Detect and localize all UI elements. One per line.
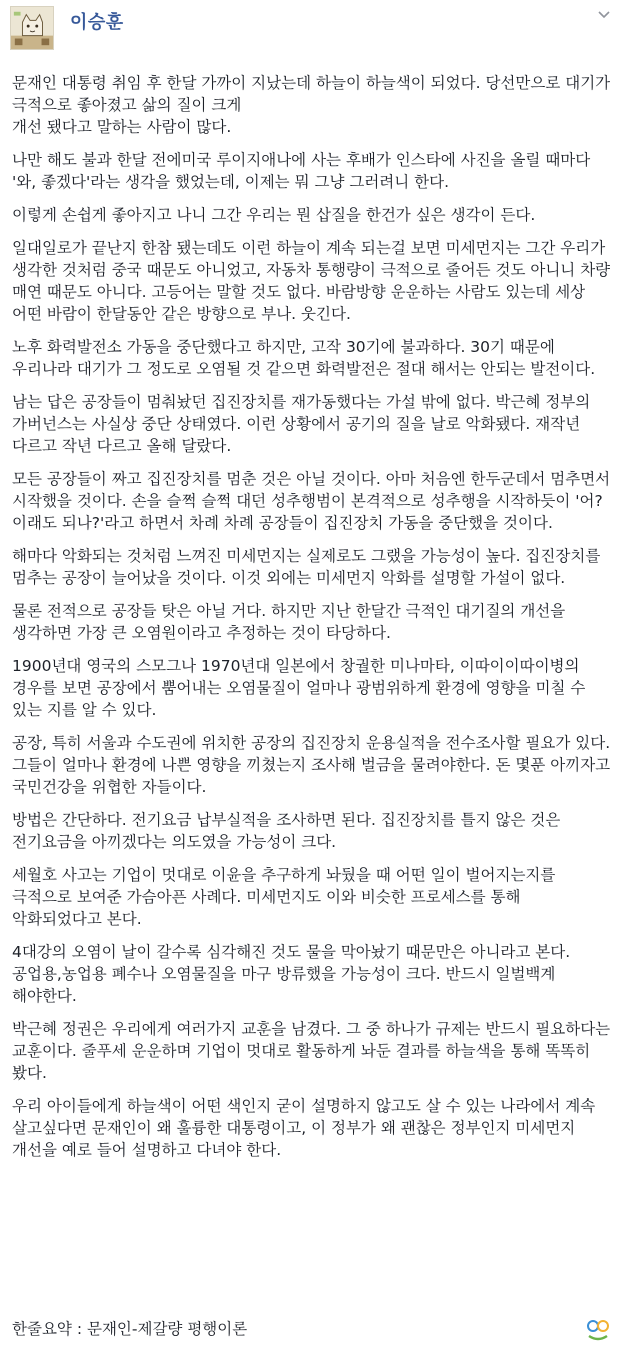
chevron-down-icon bbox=[597, 7, 611, 21]
post-body bbox=[12, 72, 612, 1172]
post-paragraph: 4대강의 오염이 날이 갈수록 심각해진 것도 물을 막아놨기 때문만은 아니라고 본다. 공업용,농업용 폐수나 오염물질을 마구 방류했을 가능성이 크다. 반드시 일벌백계 해야한다. bbox=[12, 943, 571, 1005]
post-paragraph: 우리 아이들에게 하늘색이 어떤 색인지 굳이 설명하지 않고도 살 수 있는 나라에서 계속 살고싶다면 문재인이 왜 훌륭한 대통령이고, 이 정부가 왜 괜찮은 정부인지 미세먼지 개선을 예로 들어 설명하고 다녀야 한다. bbox=[12, 1097, 596, 1159]
post-paragraph: 박근혜 정권은 우리에게 여러가지 교훈을 남겼다. 그 중 하나가 규제는 반드시 필요하다는 교훈이다. 줄푸세 운운하며 기업이 멋대로 활동하게 놔둔 결과를 하늘색을 통해 똑똑히 봤다. bbox=[12, 1020, 611, 1082]
post-summary: 한줄요약 : 문재인-제갈량 평행이론 bbox=[12, 1320, 248, 1338]
post-paragraph: 해마다 악화되는 것처럼 느껴진 미세먼지는 실제로도 그랬을 가능성이 높다. 집진장치를 멈추는 공장이 늘어났을 것이다. 이것 외에는 미세먼지 악화를 설명할 가설이 없다. bbox=[12, 547, 601, 587]
watermark-logo-icon bbox=[585, 1318, 611, 1342]
avatar[interactable] bbox=[10, 6, 54, 50]
post-paragraph: 이렇게 손쉽게 좋아지고 나니 그간 우리는 뭔 삽질을 한건가 싶은 생각이 든다. bbox=[12, 206, 536, 224]
post-paragraph: 방법은 간단하다. 전기요금 납부실적을 조사하면 된다. 집진장치를 틀지 않은 것은 전기요금을 아끼겠다는 의도였을 가능성이 크다. bbox=[12, 811, 561, 851]
post-paragraph: 세월호 사고는 기업이 멋대로 이윤을 추구하게 놔뒀을 때 어떤 일이 벌어지는지를 극적으로 보여준 가슴아픈 사례다. 미세먼지도 이와 비슷한 프로세스를 통해 악화되었다고 본다. bbox=[12, 866, 556, 928]
author-name[interactable]: 이승훈 bbox=[70, 12, 124, 33]
post-header bbox=[0, 0, 623, 62]
post-paragraph: 1900년대 영국의 스모그나 1970년대 일본에서 창궐한 미나마타, 이따이이따이병의 경우를 보면 공장에서 뿜어내는 오염물질이 얼마나 광범위하게 환경에 영향을 미칠 수 있는 지를 알 수 있다. bbox=[12, 657, 586, 719]
post-paragraph: 문재인 대통령 취임 후 한달 가까이 지났는데 하늘이 하늘색이 되었다. 당선만으로 대기가 극적으로 좋아졌고 삶의 질이 크게 개선 됐다고 말하는 사람이 많다. bbox=[12, 74, 611, 136]
post-paragraph: 물론 전적으로 공장들 탓은 아닐 거다. 하지만 지난 한달간 극적인 대기질의 개선을 생각하면 가장 큰 오염원이라고 추정하는 것이 타당하다. bbox=[12, 602, 566, 642]
post-paragraph: 나만 해도 불과 한달 전에미국 루이지애나에 사는 후배가 인스타에 사진을 올릴 때마다 '와, 좋겠다'라는 생각을 했었는데, 이제는 뭐 그냥 그러려니 한다. bbox=[12, 151, 591, 191]
post-paragraph: 노후 화력발전소 가동을 중단했다고 하지만, 고작 30기에 불과하다. 30기 때문에 우리나라 대기가 그 정도로 오염될 것 같으면 화력발전은 절대 해서는 안되는 발전이다. bbox=[12, 338, 596, 378]
post-paragraph: 일대일로가 끝난지 한참 됐는데도 이런 하늘이 계속 되는걸 보면 미세먼지는 그간 우리가 생각한 것처럼 중국 때문도 아니었고, 자동차 통행량이 극적으로 줄어든 것도 아니니 차량 매연 때문도 아니다. 고등어는 말할 것도 없다. 바람방향 운운하는 사람도 있는데 세상 어떤 바람이 한달동안 같은 방향으로 부나. 웃긴다. bbox=[12, 239, 611, 323]
avatar-illustration-icon bbox=[11, 7, 53, 49]
post-paragraph: 모든 공장들이 짜고 집진장치를 멈춘 것은 아닐 것이다. 아마 처음엔 한두군데서 멈추면서 시작했을 것이다. 손을 슬쩍 슬쩍 대던 성추행범이 본격적으로 성추행을 시작하듯이 '어?이래도 되나?'라고 하면서 차례 차례 공장들이 집진장치 가동을 중단했을 것이다. bbox=[12, 470, 611, 532]
post-paragraph: 남는 답은 공장들이 멈춰놨던 집진장치를 재가동했다는 가설 밖에 없다. 박근혜 정부의 가버넌스는 사실상 중단 상태였다. 이런 상황에서 공기의 질을 날로 악화됐다. 재작년 다르고 작년 다르고 올해 달랐다. bbox=[12, 393, 591, 455]
more-options-button[interactable] bbox=[597, 6, 611, 20]
post-paragraph: 공장, 특히 서울과 수도권에 위치한 공장의 집진장치 운용실적을 전수조사할 필요가 있다. 그들이 얼마나 환경에 나쁜 영향을 끼쳤는지 조사해 벌금을 물려야한다. 돈 몇푼 아끼자고 국민건강을 위협한 자들이다. bbox=[12, 734, 611, 796]
